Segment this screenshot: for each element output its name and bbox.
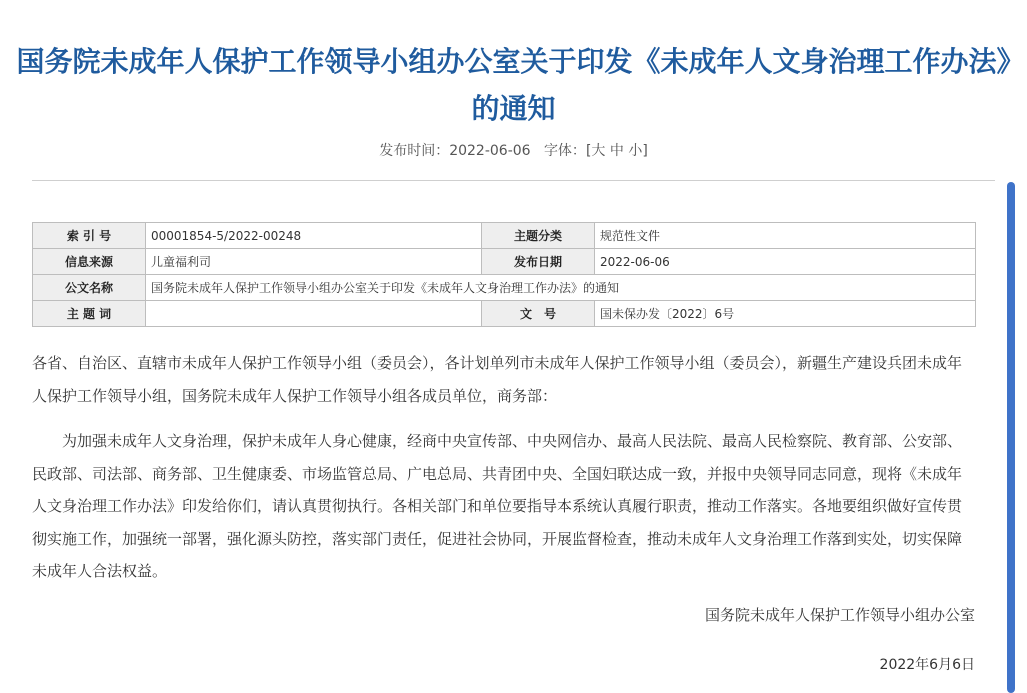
- document-number-value: 国未保办发〔2022〕6号: [595, 301, 976, 327]
- table-row: [33, 275, 976, 301]
- font-small-link[interactable]: 小: [628, 143, 643, 159]
- source-label: 信息来源: [33, 249, 146, 275]
- source-value: 儿童福利司: [146, 249, 482, 275]
- table-row: [33, 223, 976, 249]
- keyword-label: 主 题 词: [33, 301, 146, 327]
- category-label: 主题分类: [482, 223, 595, 249]
- table-row: [33, 249, 976, 275]
- index-number-label: 索 引 号: [33, 223, 146, 249]
- index-number-value: 00001854-5/2022-00248: [146, 223, 482, 249]
- document-name-value: 国务院未成年人保护工作领导小组办公室关于印发《未成年人文身治理工作办法》的通知: [146, 275, 976, 301]
- publish-meta: [0, 140, 1027, 160]
- font-size-label: 字体：: [543, 143, 586, 159]
- font-large-link[interactable]: 大: [591, 143, 606, 159]
- salutation-paragraph: 各省、自治区、直辖市未成年人保护工作领导小组（委员会），各计划单列市未成年人保护工作领导小组（委员会），新疆生产建设兵团未成年人保护工作领导小组，国务院未成年人保护工作领导小组各成员单位，商务部：: [32, 354, 963, 405]
- body-paragraph: 为加强未成年人文身治理，保护未成年人身心健康，经商中央宣传部、中央网信办、最高人民法院、最高人民检察院、教育部、公安部、民政部、司法部、商务部、卫生健康委、市场监管总局、广电总局、共青团中央、全国妇联达成一致，并报中央领导同志同意，现将《未成年人文身治理工作办法》印发给你们，请认真贯彻执行。各相关部门和单位要指导本系统认真履行职责，推动工作落实。各地要组织做好宣传贯彻实施工作，加强统一部署，强化源头防控，落实部门责任，促进社会协同，开展监督检查，推动未成年人文身治理工作落到实处，切实保障未成年人合法权益。: [32, 432, 963, 580]
- document-name-label: 公文名称: [33, 275, 146, 301]
- category-value: 规范性文件: [595, 223, 976, 249]
- header-divider: [32, 180, 995, 181]
- document-number-label: 文 号: [482, 301, 595, 327]
- page-title: 国务院未成年人保护工作领导小组办公室关于印发《未成年人文身治理工作办法》的通知: [16, 45, 1011, 125]
- publish-date-value: 2022-06-06: [595, 249, 976, 275]
- publish-time-label: 发布时间：: [379, 143, 450, 159]
- bracket-close: ]: [642, 143, 648, 159]
- keyword-value: [146, 301, 482, 327]
- table-row: [33, 301, 976, 327]
- bracket-open: [: [585, 143, 592, 159]
- font-medium-link[interactable]: 中: [609, 143, 624, 159]
- publish-date-label: 发布日期: [482, 249, 595, 275]
- sign-date: 2022年6月6日: [879, 657, 975, 673]
- document-info-table: [32, 222, 976, 327]
- signature: 国务院未成年人保护工作领导小组办公室: [704, 606, 975, 624]
- vertical-scrollbar[interactable]: [1007, 182, 1015, 693]
- publish-time: 2022-06-06: [449, 143, 531, 159]
